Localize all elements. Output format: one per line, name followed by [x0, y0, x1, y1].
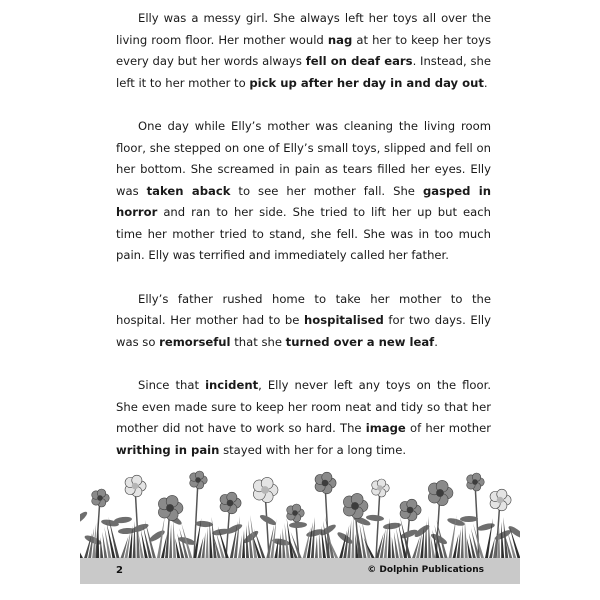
vocabulary-phrase: nag: [327, 32, 353, 47]
publisher-credit: © Dolphin Publications: [367, 565, 484, 575]
text-run: Elly’s father rushed home to take her mother to the hospital. Her mother had to be: [116, 291, 491, 327]
vocabulary-phrase: remorseful: [159, 334, 231, 349]
text-run: to see her mother fall. She: [230, 183, 423, 198]
story-text: [116, 8, 491, 483]
text-run: stayed with her for a long time.: [219, 442, 407, 457]
text-run: . Instead, she left it to her mother to: [116, 54, 491, 90]
vocabulary-phrase: incident: [205, 378, 259, 392]
page-footer: [80, 558, 520, 584]
text-run: Elly was a messy girl. She always left her toys all over the living room floor. Her mother would: [116, 11, 491, 47]
vocabulary-phrase: pick up after her day in and day out: [249, 75, 484, 90]
vocabulary-phrase: gasped in horror: [116, 183, 492, 219]
vocabulary-phrase: taken aback: [146, 183, 231, 198]
vocabulary-phrase: writhing in pain: [116, 442, 220, 457]
story-paragraph: [116, 289, 491, 354]
story-paragraph: [116, 375, 491, 461]
text-run: , Elly never left any toys on the floor. She even made sure to keep her room neat and tidy so that her mother did not have to work so hard. The: [116, 378, 492, 435]
text-run: for two days. Elly was so: [116, 313, 491, 349]
text-run: of her mother: [405, 421, 491, 435]
vocabulary-phrase: image: [365, 421, 406, 435]
text-run: .: [483, 75, 488, 90]
page-number: 2: [116, 565, 123, 576]
text-run: .: [434, 334, 438, 349]
text-run: One day while Elly’s mother was cleaning the living room floor, she stepped on one of Elly’s small toys, slipped and fell on her bottom. She screamed in pain as tears filled her eyes. Elly was: [116, 119, 491, 198]
flowers-grass-illustration: [80, 468, 520, 558]
text-run: Since that: [138, 378, 206, 392]
text-run: that she: [230, 334, 286, 349]
vocabulary-phrase: fell on deaf ears: [305, 54, 413, 68]
vocabulary-phrase: turned over a new leaf: [285, 334, 435, 349]
story-paragraph: [116, 116, 491, 267]
story-paragraph: [116, 8, 491, 94]
text-run: at her to keep her toys every day but her words always: [116, 32, 491, 68]
vocabulary-phrase: hospitalised: [304, 313, 384, 327]
text-run: and ran to her side. She tried to lift her up but each time her mother tried to stand, she fell. She was in too much pain. Elly was terrified and immediately called her father.: [116, 205, 491, 262]
